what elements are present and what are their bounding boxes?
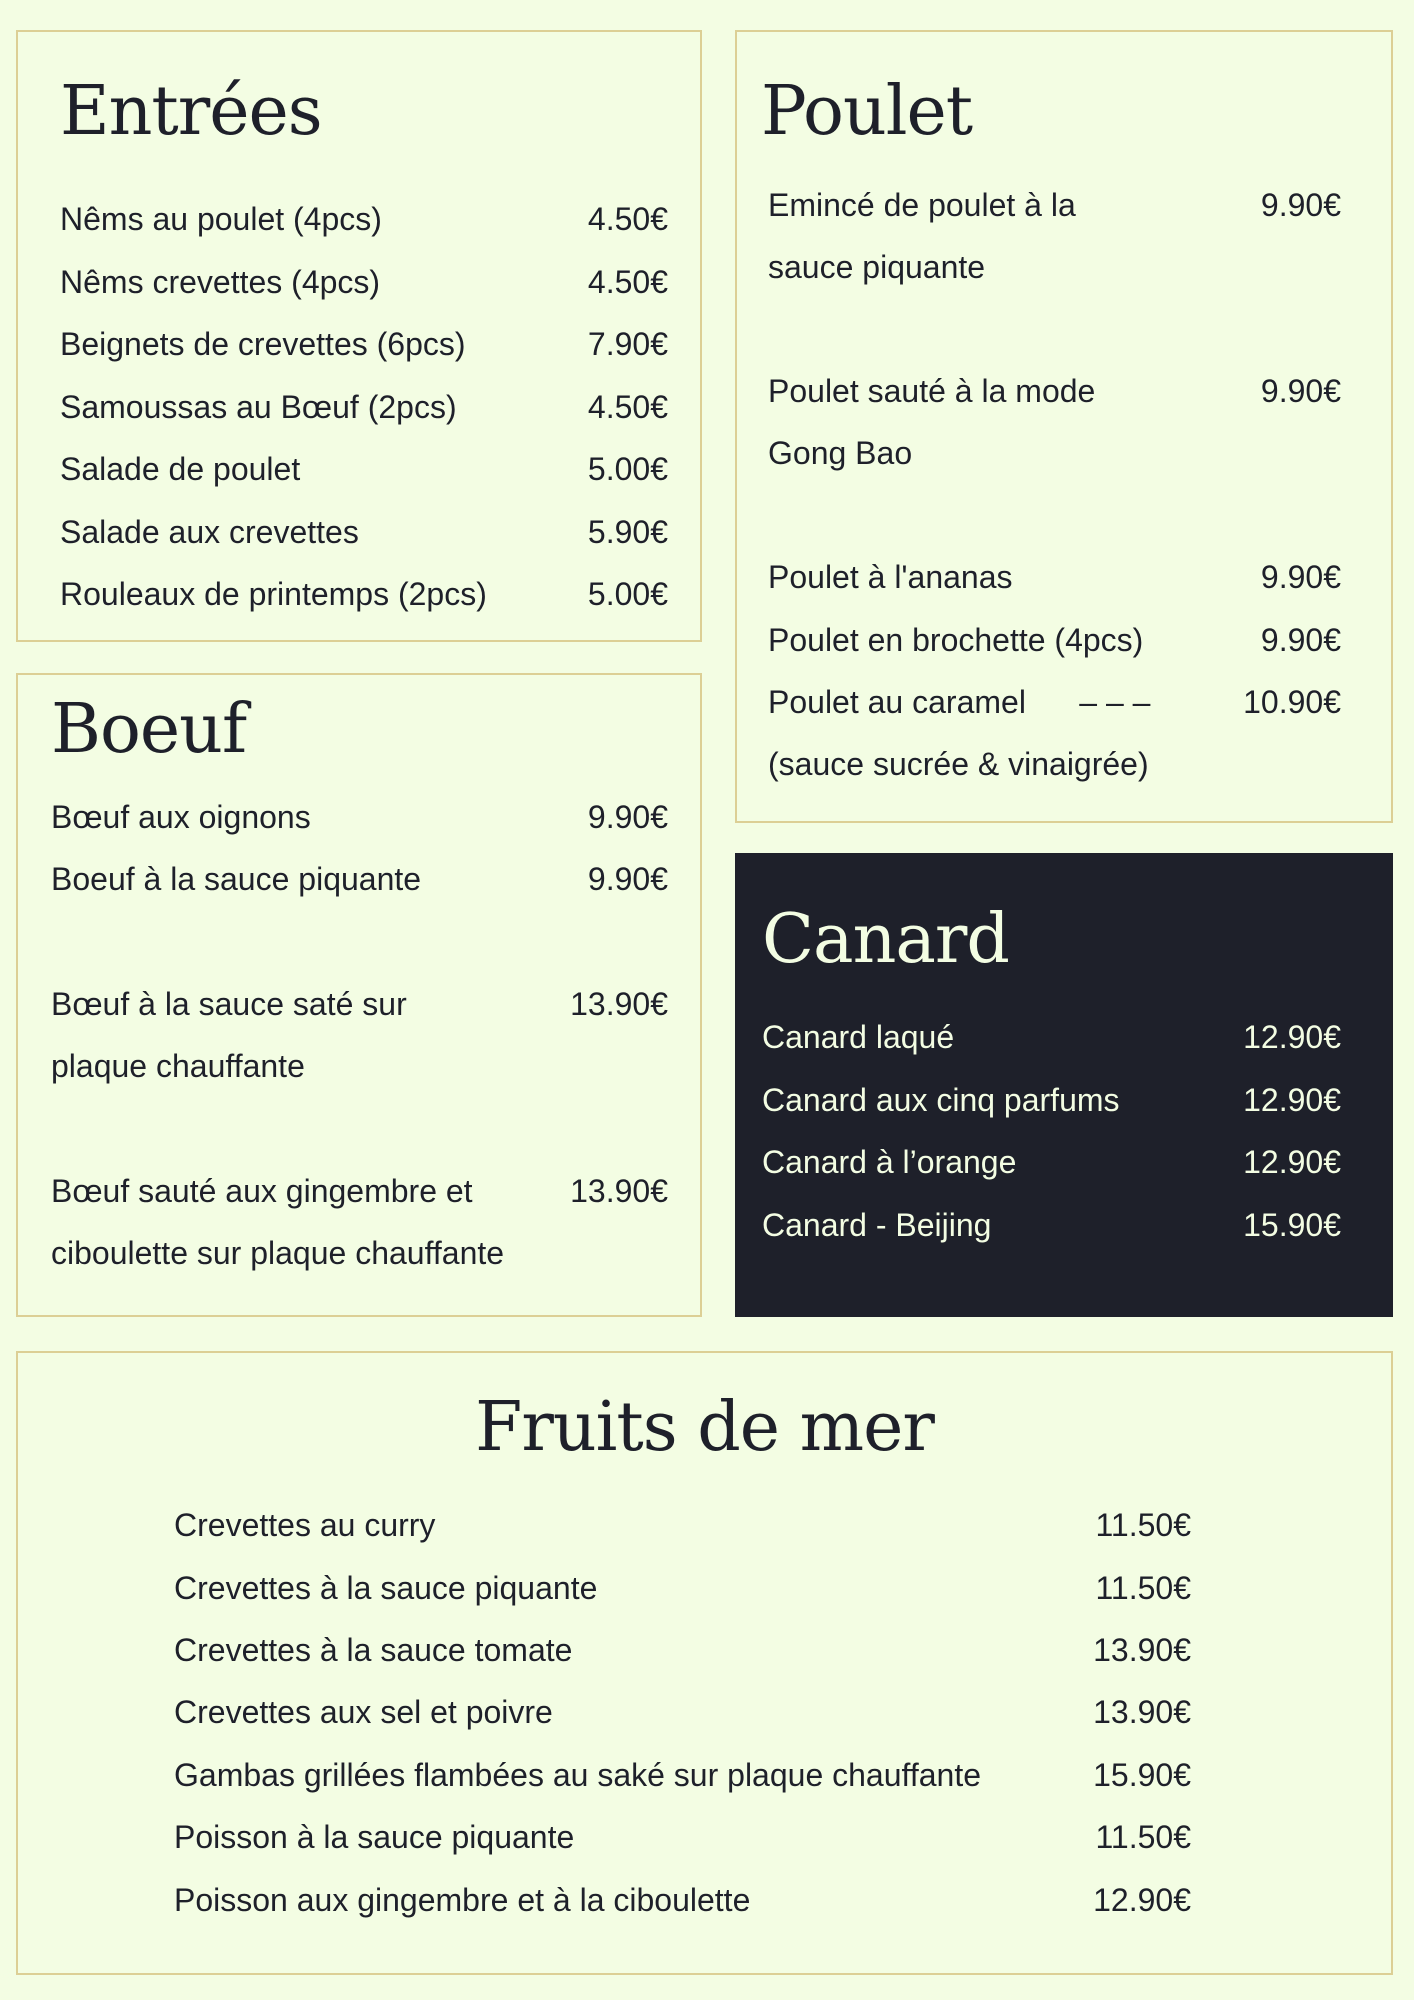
- menu-item-name: Beignets de crevettes (6pcs): [60, 326, 466, 362]
- menu-item-price: 15.90€: [1243, 1207, 1341, 1243]
- menu-item-name: Nêms crevettes (4pcs): [60, 264, 381, 300]
- menu-item-price: 15.90€: [1093, 1757, 1191, 1793]
- menu-item-price: 13.90€: [570, 1173, 668, 1209]
- section-fruits-de-mer: [16, 1351, 1393, 1975]
- menu-item-price: 12.90€: [1093, 1882, 1191, 1918]
- menu-item-price: 11.50€: [1095, 1819, 1191, 1855]
- menu-item-name: Bœuf sauté aux gingembre et ciboulette sur plaque chauffante: [51, 1173, 505, 1271]
- menu-item-name: Crevettes aux sel et poivre: [174, 1694, 553, 1730]
- section-boeuf: [16, 673, 702, 1317]
- menu-item-price: 5.00€: [587, 451, 668, 487]
- menu-item-name: Nêms au poulet (4pcs): [60, 201, 382, 237]
- menu-item-name: Canard à l’orange: [762, 1144, 1017, 1180]
- menu-item-price: 4.50€: [587, 389, 668, 425]
- section-poulet: [735, 30, 1393, 823]
- menu-item-name: Poulet sauté à la mode Gong Bao: [768, 373, 1096, 471]
- section-title: Poulet: [761, 72, 973, 151]
- menu-item-name: Canard - Beijing: [762, 1207, 992, 1243]
- menu-item-price: 13.90€: [570, 986, 668, 1022]
- menu-item-name: Poisson à la sauce piquante: [174, 1819, 575, 1855]
- menu-item-price: 4.50€: [587, 264, 668, 300]
- menu-item-name: Salade de poulet: [60, 451, 301, 487]
- menu-item-name: Gambas grillées flambées au saké sur plaque chauffante: [174, 1757, 981, 1793]
- menu-item-price: 5.90€: [587, 514, 668, 550]
- menu-item-name: Crevettes à la sauce tomate: [174, 1632, 573, 1668]
- menu-item-name: Rouleaux de printemps (2pcs): [60, 576, 487, 612]
- menu-item-price: 12.90€: [1243, 1144, 1341, 1180]
- menu-item-name: Poulet en brochette (4pcs): [768, 622, 1144, 658]
- section-title: Fruits de mer: [475, 1388, 934, 1467]
- menu-item-price: 13.90€: [1093, 1694, 1191, 1730]
- menu-item-name: Salade aux crevettes: [60, 514, 359, 550]
- section-canard: [735, 853, 1393, 1317]
- menu-item-price: 13.90€: [1093, 1632, 1191, 1668]
- menu-item-price: 9.90€: [1260, 559, 1341, 595]
- menu-item-price: 9.90€: [587, 799, 668, 835]
- section-title: Canard: [762, 900, 1009, 979]
- menu-item-price: 9.90€: [1260, 187, 1341, 223]
- menu-item-price: 12.90€: [1243, 1082, 1341, 1118]
- menu-item-price: 11.50€: [1095, 1507, 1191, 1543]
- menu-item-name: Bœuf à la sauce saté sur plaque chauffante: [51, 986, 407, 1084]
- menu-item-name: Emincé de poulet à la sauce piquante: [768, 187, 1076, 285]
- menu-item-name: Poulet à l'ananas: [768, 559, 1013, 595]
- menu-item-name: Canard aux cinq parfums: [762, 1082, 1120, 1118]
- section-title: Boeuf: [51, 690, 247, 769]
- menu-item-price: 7.90€: [587, 326, 668, 362]
- menu-item-price: 9.90€: [587, 861, 668, 897]
- menu-item-price: 9.90€: [1260, 622, 1341, 658]
- menu-item-price: 5.00€: [587, 576, 668, 612]
- menu-item-price: 4.50€: [587, 201, 668, 237]
- menu-item-price: 10.90€: [1243, 684, 1341, 720]
- menu-item-name: Samoussas au Bœuf (2pcs): [60, 389, 457, 425]
- menu-item-name: Crevettes au curry: [174, 1507, 436, 1543]
- section-title: Entrées: [60, 72, 322, 151]
- menu-item-name: Canard laqué: [762, 1019, 955, 1055]
- section-entrees: [16, 30, 702, 642]
- menu-item-price: 11.50€: [1095, 1570, 1191, 1606]
- menu-item-name: Boeuf à la sauce piquante: [51, 861, 422, 897]
- menu-item-name: Poulet au caramel – – – (sauce sucrée & vinaigrée): [768, 684, 1151, 782]
- menu-item-name: Poisson aux gingembre et à la ciboulette: [174, 1882, 751, 1918]
- menu-item-price: 12.90€: [1243, 1019, 1341, 1055]
- menu-item-name: Bœuf aux oignons: [51, 799, 311, 835]
- menu-item-name: Crevettes à la sauce piquante: [174, 1570, 598, 1606]
- menu-item-price: 9.90€: [1260, 373, 1341, 409]
